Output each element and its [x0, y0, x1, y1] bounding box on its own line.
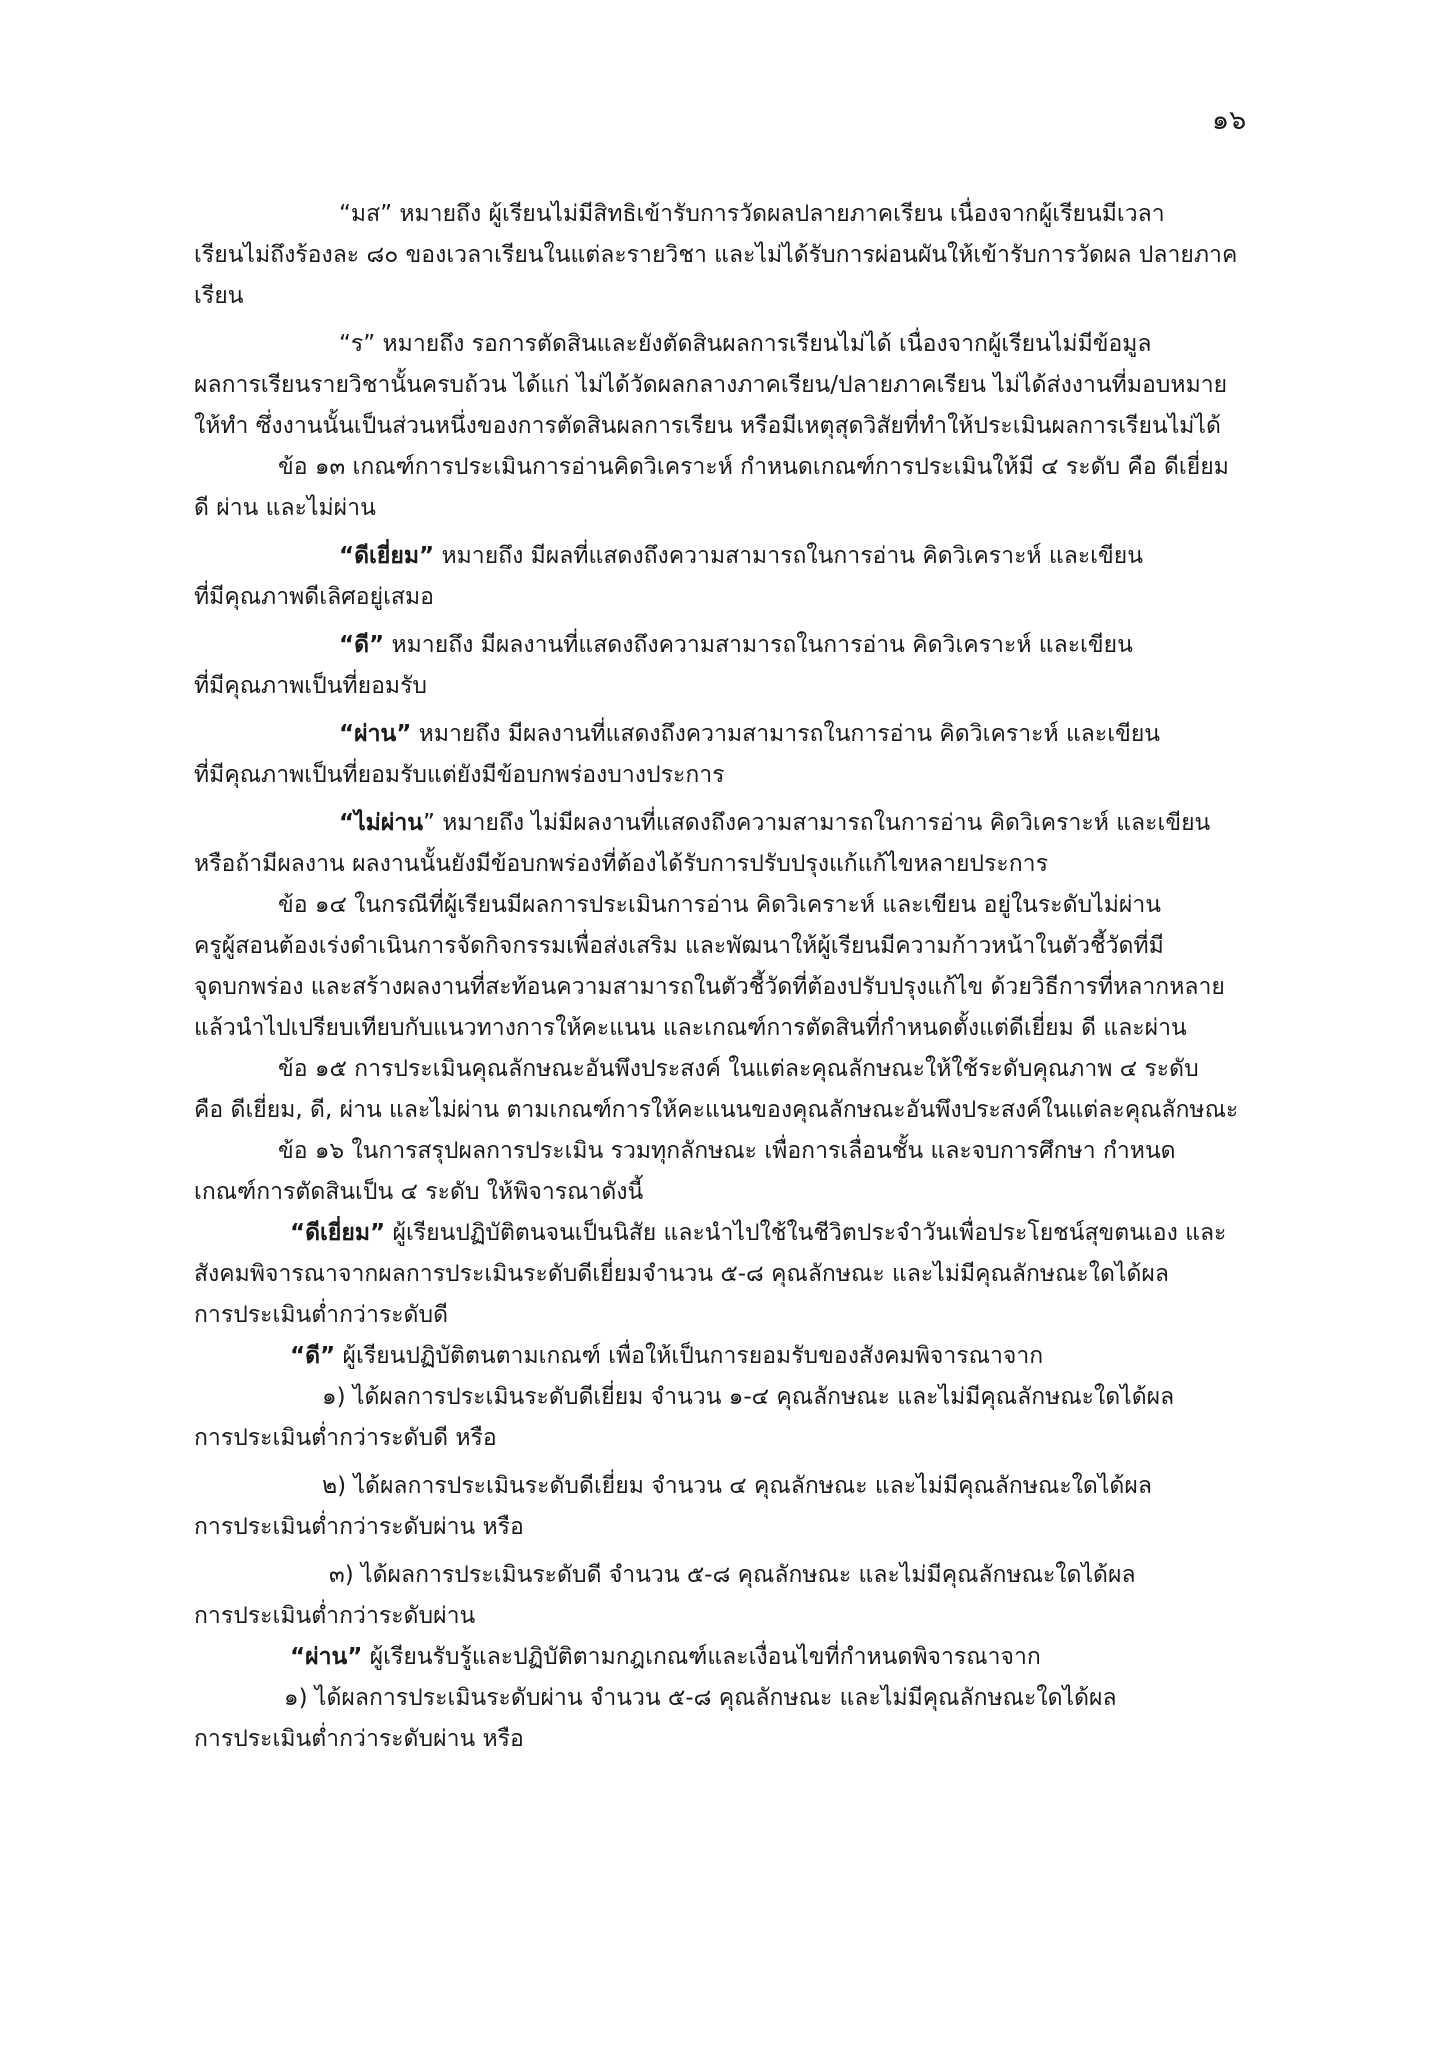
paragraph-line: ครูผู้สอนต้องเร่งดำเนินการจัดกิจกรรมเพื่อส่งเสริม และพัฒนาให้ผู้เรียนมีความก้าวหน้าในตัวชี้วัดที่มี: [194, 933, 1164, 959]
paragraph-line: จุดบกพร่อง และสร้างผลงานที่สะท้อนความสามารถในตัวชี้วัดที่ต้องปรับปรุงแก้ไข ด้วยวิธีการที่หลากหลาย: [194, 974, 1225, 1000]
paragraph-line: ข้อ ๑๖ ในการสรุปผลการประเมิน รวมทุกลักษณะ เพื่อการเลื่อนชั้น และจบการศึกษา กำหนด: [278, 1138, 1176, 1164]
paragraph-line: เกณฑ์การตัดสินเป็น ๔ ระดับ ให้พิจารณาดังนี้: [194, 1179, 644, 1205]
paragraph-line: “ดีเยี่ยม” ผู้เรียนปฏิบัติตนจนเป็นนิสัย และนำไปใช้ในชีวิตประจำวันเพื่อประโยชน์สุขตนเอง และ: [290, 1220, 1227, 1246]
term-label: “ผ่าน”: [290, 1644, 363, 1670]
term-label: “ผ่าน”: [339, 721, 412, 747]
paragraph-line: ที่มีคุณภาพดีเลิศอยู่เสมอ: [194, 584, 434, 610]
page-number: ๑๖: [1212, 105, 1247, 136]
paragraph-line: แล้วนำไปเปรียบเทียบกับแนวทางการให้คะแนน และเกณฑ์การตัดสินที่กำหนดตั้งแต่ดีเยี่ยม ดี และผ่าน: [194, 1015, 1187, 1041]
paragraph-line: ๑) ได้ผลการประเมินระดับดีเยี่ยม จำนวน ๑-๔ คุณลักษณะ และไม่มีคุณลักษณะใดได้ผล: [322, 1384, 1175, 1410]
paragraph-line: การประเมินต่ำกว่าระดับดี หรือ: [194, 1425, 497, 1451]
paragraph-line: “ไม่ผ่าน” หมายถึง ไม่มีผลงานที่แสดงถึงความสามารถในการอ่าน คิดวิเคราะห์ และเขียน: [339, 810, 1211, 836]
paragraph-line: คือ ดีเยี่ยม, ดี, ผ่าน และไม่ผ่าน ตามเกณฑ์การให้คะแนนของคุณลักษณะอันพึงประสงค์ในแต่ละคุณลักษณะ: [194, 1097, 1239, 1123]
paragraph-line: การประเมินต่ำกว่าระดับผ่าน หรือ: [194, 1726, 524, 1752]
term-label: “ดี”: [290, 1343, 336, 1369]
paragraph-line: ให้ทำ ซึ่งงานนั้นเป็นส่วนหนึ่งของการตัดสินผลการเรียน หรือมีเหตุสุดวิสัยที่ทำให้ประเมินผลการเรียนไม่ได้: [194, 413, 1221, 439]
paragraph-line: ๑) ได้ผลการประเมินระดับผ่าน จำนวน ๕-๘ คุณลักษณะ และไม่มีคุณลักษณะใดได้ผล: [284, 1685, 1117, 1711]
paragraph-line: ข้อ ๑๓ เกณฑ์การประเมินการอ่านคิดวิเคราะห์ กำหนดเกณฑ์การประเมินให้มี ๔ ระดับ คือ ดีเยี่ยม: [278, 454, 1229, 480]
paragraph-line: ดี ผ่าน และไม่ผ่าน: [194, 495, 376, 521]
paragraph-line: ที่มีคุณภาพเป็นที่ยอมรับแต่ยังมีข้อบกพร่องบางประการ: [194, 762, 725, 788]
paragraph-line: หรือถ้ามีผลงาน ผลงานนั้นยังมีข้อบกพร่องที่ต้องได้รับการปรับปรุงแก้แก้ไขหลายประการ: [194, 851, 1048, 877]
paragraph-line: ๓) ได้ผลการประเมินระดับดี จำนวน ๕-๘ คุณลักษณะ และไม่มีคุณลักษณะใดได้ผล: [329, 1562, 1136, 1588]
paragraph-line: “ดี” ผู้เรียนปฏิบัติตนตามเกณฑ์ เพื่อให้เป็นการยอมรับของสังคมพิจารณาจาก: [290, 1343, 1044, 1369]
paragraph-line: ที่มีคุณภาพเป็นที่ยอมรับ: [194, 673, 428, 699]
paragraph-line: ผลการเรียนรายวิชานั้นครบถ้วน ได้แก่ ไม่ได้วัดผลกลางภาคเรียน/ปลายภาคเรียน ไม่ได้ส่งงานที่มอบหมาย: [194, 372, 1228, 398]
paragraph-line: ๒) ได้ผลการประเมินระดับดีเยี่ยม จำนวน ๔ คุณลักษณะ และไม่มีคุณลักษณะใดได้ผล: [322, 1473, 1152, 1499]
body-text: [194, 194, 1274, 1760]
paragraph-line: ข้อ ๑๕ การประเมินคุณลักษณะอันพึงประสงค์ ในแต่ละคุณลักษณะให้ใช้ระดับคุณภาพ ๔ ระดับ: [278, 1056, 1199, 1082]
term-label: “ดีเยี่ยม”: [339, 543, 435, 569]
term-label: “ดีเยี่ยม”: [290, 1220, 386, 1246]
paragraph-line: การประเมินต่ำกว่าระดับดี: [194, 1302, 449, 1328]
paragraph-line: เรียน: [194, 283, 244, 309]
paragraph-line: การประเมินต่ำกว่าระดับผ่าน: [194, 1603, 476, 1629]
paragraph-line: “ดี” หมายถึง มีผลงานที่แสดงถึงความสามารถในการอ่าน คิดวิเคราะห์ และเขียน: [339, 632, 1133, 658]
paragraph-line: ข้อ ๑๔ ในกรณีที่ผู้เรียนมีผลการประเมินการอ่าน คิดวิเคราะห์ และเขียน อยู่ในระดับไม่ผ่าน: [278, 892, 1161, 918]
paragraph-line: สังคมพิจารณาจากผลการประเมินระดับดีเยี่ยมจำนวน ๕-๘ คุณลักษณะ และไม่มีคุณลักษณะใดได้ผล: [194, 1261, 1169, 1287]
paragraph-line: “ผ่าน” หมายถึง มีผลงานที่แสดงถึงความสามารถในการอ่าน คิดวิเคราะห์ และเขียน: [339, 721, 1161, 747]
paragraph-line: “ร” หมายถึง รอการตัดสินและยังตัดสินผลการเรียนไม่ได้ เนื่องจากผู้เรียนไม่มีข้อมูล: [339, 331, 1152, 357]
paragraph-line: “ผ่าน” ผู้เรียนรับรู้และปฏิบัติตามกฎเกณฑ์และเงื่อนไขที่กำหนดพิจารณาจาก: [290, 1644, 1041, 1670]
paragraph-line: เรียนไม่ถึงร้องละ ๘๐ ของเวลาเรียนในแต่ละรายวิชา และไม่ได้รับการผ่อนผันให้เข้ารับการวัดผล ปลายภาค: [194, 242, 1238, 268]
paragraph-line: การประเมินต่ำกว่าระดับผ่าน หรือ: [194, 1514, 524, 1540]
paragraph-line: “ดีเยี่ยม” หมายถึง มีผลที่แสดงถึงความสามารถในการอ่าน คิดวิเคราะห์ และเขียน: [339, 543, 1143, 569]
paragraph-line: “มส” หมายถึง ผู้เรียนไม่มีสิทธิเข้ารับการวัดผลปลายภาคเรียน เนื่องจากผู้เรียนมีเวลา: [339, 201, 1165, 227]
term-label: “ดี”: [339, 632, 385, 658]
term-label: “ไม่ผ่าน: [339, 810, 423, 836]
